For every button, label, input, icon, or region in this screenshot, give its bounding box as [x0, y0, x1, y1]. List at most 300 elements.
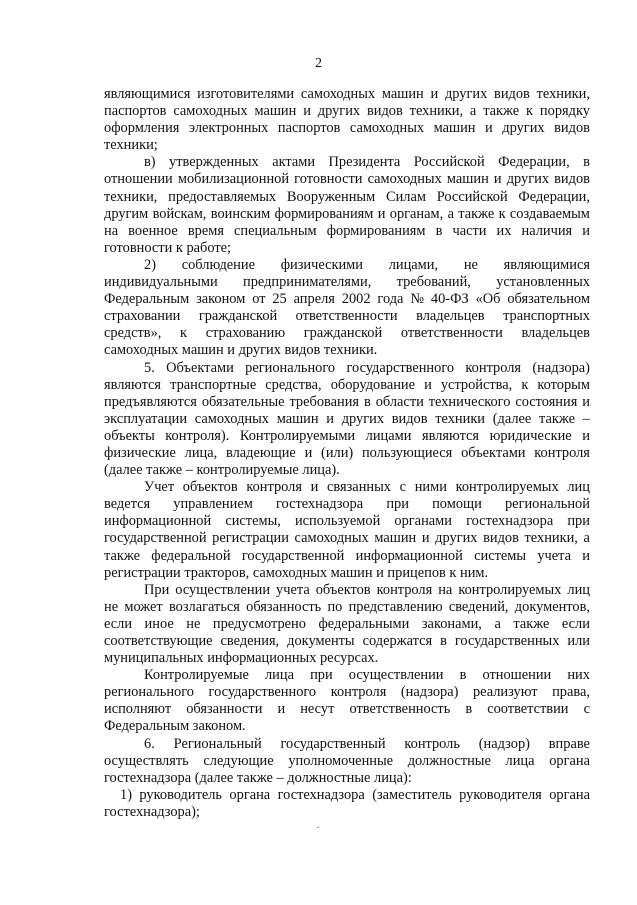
word: других [317, 103, 361, 120]
word: и [277, 701, 286, 718]
word: 5. [144, 359, 155, 376]
text-line [104, 394, 590, 411]
text-line [104, 291, 590, 308]
word: машин [374, 530, 417, 547]
text-line [104, 548, 590, 565]
word: них [567, 667, 590, 684]
word: 6. [144, 735, 155, 752]
word: в [465, 701, 473, 718]
word: соответствии [487, 701, 569, 718]
text-line [104, 103, 590, 120]
word: года [377, 291, 404, 308]
word: и [326, 410, 334, 427]
text-line [104, 171, 590, 188]
word: – [582, 410, 590, 427]
word: видов [554, 171, 590, 188]
word: юридические [489, 427, 572, 444]
word: других [341, 410, 385, 427]
word: к [526, 103, 534, 120]
word: может [124, 598, 163, 615]
word: регистрации [212, 530, 289, 547]
word: части [452, 222, 487, 239]
word: видов [554, 120, 590, 137]
paragraph-item-2 [104, 257, 590, 360]
word: (далее [492, 410, 532, 427]
word: исполняют [104, 701, 172, 718]
word: контроля). [165, 427, 230, 444]
word: от [252, 291, 266, 308]
word: другим [104, 205, 149, 222]
word: лиц [567, 581, 590, 598]
word: при [567, 513, 590, 530]
word: в [363, 393, 371, 410]
word: в [440, 633, 447, 649]
text-line [104, 445, 590, 462]
word: формированиям [274, 205, 374, 222]
paragraph-accounting [104, 479, 590, 582]
word: эксплуатации [104, 410, 188, 427]
word: оформления [104, 120, 180, 137]
word: страхованию [205, 325, 286, 342]
word: объектов [315, 581, 371, 598]
text-line: гостехнадзора (далее также – должностные лица): [104, 769, 412, 786]
text-line [104, 633, 590, 650]
text-line [104, 787, 590, 804]
word: и [377, 205, 386, 222]
text-line [104, 530, 590, 547]
word: мобилизационной [177, 171, 290, 188]
text-line [104, 513, 590, 530]
word: требования [289, 393, 360, 410]
word: гостехнадзора [276, 496, 364, 513]
word: при [310, 667, 333, 684]
word: в) [144, 154, 156, 171]
word: Российской [436, 188, 508, 205]
word: (заместитель [372, 786, 452, 803]
word: утвержденных [169, 154, 259, 171]
text-line [104, 86, 590, 103]
word: других [444, 86, 488, 102]
word: Вооруженным [286, 188, 376, 205]
word: Региональный [173, 735, 262, 752]
word: лицами, [388, 256, 439, 273]
word: объектов [182, 479, 238, 496]
word: машин [433, 120, 476, 137]
word: сведения, [220, 633, 280, 649]
word: являющимися [104, 86, 191, 102]
word: контролируемых [455, 479, 559, 496]
document-body [104, 86, 590, 821]
word: осуществлять [104, 752, 189, 769]
word: документов, [514, 598, 590, 615]
paragraph-rights [104, 667, 590, 735]
text-line [104, 428, 590, 445]
word: владельцев [416, 308, 485, 325]
paragraph-obligations [104, 582, 590, 667]
word: федеральными [318, 615, 410, 632]
word: к [521, 376, 529, 393]
word: системы [474, 547, 527, 564]
word: лиц [567, 479, 590, 496]
text-line: готовности к работе; [104, 239, 232, 256]
word: гражданской [198, 308, 278, 325]
word: государственных [454, 633, 560, 649]
word: уполномоченные [288, 752, 394, 769]
word: системы, [225, 513, 281, 530]
word: гостехнадзора [277, 786, 365, 803]
page-number: 2 [315, 56, 322, 71]
text-line [104, 479, 590, 496]
word: контроля [376, 581, 433, 598]
word: используемой [294, 513, 381, 530]
word: соблюдение [181, 256, 255, 273]
word: учета [537, 547, 571, 564]
word: а [447, 205, 454, 222]
text-line [104, 753, 590, 770]
word: устройства, [440, 376, 513, 393]
word: и [310, 479, 319, 496]
word: Объектами [166, 359, 234, 376]
word: машин [381, 86, 424, 102]
word: законами, [421, 615, 482, 632]
paragraph-continuation [104, 86, 590, 154]
word: 2) [144, 256, 156, 273]
word: Учет [144, 479, 175, 496]
word: или [567, 633, 590, 649]
word: транспортных [503, 308, 590, 325]
word: Федерации, [518, 188, 590, 205]
text-line: техники; [104, 137, 158, 154]
word: лица [505, 752, 535, 769]
word: иное [144, 615, 174, 632]
text-line [104, 120, 590, 137]
text-line [104, 684, 590, 701]
word: на [438, 581, 453, 598]
text-line: самоходных машин и других видов техники. [104, 342, 378, 359]
word: а [494, 615, 501, 632]
text-line [104, 325, 590, 342]
word: изготовителями [197, 86, 295, 102]
word: предъявляются [104, 393, 197, 410]
word: органа [229, 786, 271, 803]
word: паспортов [104, 103, 167, 120]
word: должностные [407, 752, 491, 769]
word: видов [494, 86, 530, 102]
word: техники, [536, 86, 590, 102]
word: техники [435, 410, 486, 427]
text-line: муниципальных информационных ресурсах. [104, 650, 379, 667]
word: отношении [482, 667, 552, 684]
word: обязанности [186, 701, 263, 718]
word: области [375, 393, 424, 410]
word: транспортные [170, 376, 257, 393]
word: контролируемых [458, 581, 562, 598]
word: регионального [104, 684, 194, 701]
word: органам, [389, 205, 444, 222]
word: контроля [330, 684, 387, 701]
text-line [104, 223, 590, 240]
text-line [104, 616, 590, 633]
paragraph-section-5 [104, 360, 590, 480]
word: индивидуальными [104, 274, 218, 291]
word: объекты [104, 427, 155, 444]
word: при [386, 496, 409, 513]
word: документы [287, 633, 355, 649]
word: самоходных [300, 86, 376, 102]
word: видов [483, 530, 519, 547]
paragraph-item-v [104, 154, 590, 257]
word: При [144, 581, 170, 598]
word: самоходных [173, 103, 248, 120]
word: в [459, 667, 467, 684]
word: права, [552, 684, 590, 701]
word: (надзор) [478, 735, 530, 752]
text-line: гостехнадзора); [104, 803, 200, 820]
word: актами [272, 154, 316, 171]
word: паспортов [277, 120, 341, 137]
word: ними [414, 479, 447, 496]
word: владеющие [225, 444, 296, 461]
word: Силам [385, 188, 426, 205]
word: войскам, [152, 205, 207, 222]
word: отношении [104, 171, 173, 188]
word: в [583, 154, 590, 171]
word: руководитель [139, 786, 222, 803]
word: ведется [104, 496, 151, 513]
word: других [435, 530, 478, 547]
text-line [104, 411, 590, 428]
word: воинским [210, 205, 271, 222]
word: объектами [461, 444, 526, 461]
text-line [104, 154, 590, 171]
word: владельцев [521, 325, 590, 342]
word: также [539, 410, 575, 427]
text-line [104, 308, 590, 325]
word: самоходных [194, 410, 269, 427]
text-line: (далее также – контролируемые лица). [104, 462, 340, 479]
word: к [180, 325, 188, 342]
word: по [327, 598, 343, 615]
word: пользующиеся [361, 444, 453, 461]
word: органами [394, 513, 452, 530]
word: гражданской [303, 325, 383, 342]
word: время [187, 222, 224, 239]
text-line [104, 274, 590, 291]
word: оборудование [330, 376, 416, 393]
text-line: регистрации тракторов, самоходных машин и прицепов к ним. [104, 564, 489, 581]
word: в [435, 222, 443, 239]
word: (или) [321, 444, 354, 461]
word: № [410, 291, 425, 308]
word: предусмотрено [212, 615, 306, 632]
text-line [104, 257, 590, 274]
word: связанных [327, 479, 391, 496]
word: видов [391, 410, 428, 427]
word: если [104, 615, 133, 632]
word: формированиям [326, 222, 426, 239]
word: реализуют [472, 684, 538, 701]
word: органа [549, 752, 590, 769]
word: Президента [328, 154, 401, 171]
text-line [104, 360, 590, 377]
word: апреля [293, 291, 335, 308]
word: гостехнадзора [466, 513, 554, 530]
word: обязанность [246, 598, 322, 615]
word: 40-ФЗ [430, 291, 469, 308]
word: 25 [272, 291, 287, 308]
word: возлагаться [168, 598, 240, 615]
word: контроль [404, 735, 460, 752]
word: содержатся [362, 633, 433, 649]
word: Российской [413, 154, 485, 171]
word: также [458, 205, 495, 222]
word: обязательном [507, 291, 590, 308]
word: представлению [348, 598, 443, 615]
word: (надзора) [400, 684, 459, 701]
word: и [582, 547, 590, 564]
word: несут [300, 701, 335, 718]
word: являются [104, 376, 162, 393]
word: машин [276, 410, 319, 427]
word: контроля [465, 359, 522, 376]
word: готовности [294, 171, 363, 188]
word: Федеральным [104, 291, 190, 308]
word: предпринимателями, [243, 274, 372, 291]
word: других [506, 171, 550, 188]
word: техники, [524, 530, 578, 547]
word: контроля [246, 479, 302, 496]
word: следующие [203, 752, 274, 769]
word: на [104, 222, 119, 239]
word: обязательные [201, 393, 285, 410]
word: региональной [504, 496, 590, 513]
word: (надзора) [532, 359, 590, 376]
word: электронных [188, 120, 269, 137]
word: также [483, 103, 520, 120]
word: к [498, 205, 506, 222]
word: и [304, 444, 313, 461]
word: государственной [241, 547, 345, 564]
word: информационной [355, 547, 463, 564]
word: органа [549, 786, 590, 803]
word: и [582, 393, 590, 410]
word: 1) [120, 786, 132, 803]
word: руководителя [459, 786, 542, 803]
word: государственной [104, 530, 207, 547]
text-line [104, 496, 590, 513]
word: ответственности [400, 325, 503, 342]
word: военное [128, 222, 178, 239]
word: являющимися [503, 256, 590, 273]
text-line: Федеральным законом. [104, 718, 246, 735]
text-line [104, 206, 590, 223]
text-line [104, 736, 590, 753]
word: машин [254, 103, 297, 120]
word: с [399, 479, 407, 496]
word: Контролируемые [144, 667, 249, 684]
word: являются [421, 427, 480, 444]
word: самоходных [294, 530, 369, 547]
word: государственного [346, 359, 455, 376]
word: сведений, [448, 598, 509, 615]
word: ответственность [349, 701, 451, 718]
word: средства, [265, 376, 322, 393]
word: предоставляемых [168, 188, 277, 205]
word: которым [537, 376, 590, 393]
word: федеральной [151, 547, 231, 564]
word: информационной [104, 513, 212, 530]
word: состояния [515, 393, 578, 410]
word: самоходных [349, 120, 425, 137]
text-line [104, 377, 590, 394]
word: соответствующие [104, 633, 213, 649]
word: управлением [173, 496, 253, 513]
word: контроля [534, 444, 590, 461]
word: государственный [280, 735, 386, 752]
word: физические [104, 444, 176, 461]
word: регионального [245, 359, 336, 376]
word: осуществлении [175, 581, 271, 598]
word: и [485, 120, 493, 137]
word: если [561, 615, 590, 632]
word: вправе [548, 735, 590, 752]
word: создаваемым [509, 205, 590, 222]
paragraph-item-1 [104, 787, 590, 821]
word: с [583, 701, 590, 718]
word: и [421, 530, 430, 547]
word: лицами [365, 427, 412, 444]
word: видов [366, 103, 403, 120]
word: Федерации, [498, 154, 570, 171]
word: и [493, 171, 502, 188]
word: не [104, 598, 119, 615]
word: также [513, 615, 550, 632]
word: осуществлении [348, 667, 444, 684]
word: лица, [184, 444, 218, 461]
word: специальным [234, 222, 317, 239]
word: а [469, 103, 477, 120]
scan-speck [317, 827, 319, 828]
word: ответственности [295, 308, 398, 325]
word: других [502, 120, 545, 137]
text-line [104, 667, 590, 684]
word: также [104, 547, 140, 564]
word: и [582, 222, 590, 239]
word: и [303, 103, 311, 120]
word: физическими [280, 256, 363, 273]
word: самоходных [367, 171, 442, 188]
word: техники, [104, 188, 158, 205]
word: лица [264, 667, 294, 684]
text-line [104, 599, 590, 616]
word: наличия [521, 222, 573, 239]
word: не [186, 615, 201, 632]
word: машин [446, 171, 489, 188]
word: законом [196, 291, 246, 308]
text-line [104, 582, 590, 599]
word: и [582, 427, 590, 444]
word: государственного [208, 684, 317, 701]
word: Контролируемыми [239, 427, 356, 444]
word: и [424, 376, 432, 393]
paragraph-section-6 [104, 736, 590, 787]
text-line [104, 189, 590, 206]
word: «Об [475, 291, 501, 308]
word: технического [428, 393, 511, 410]
word: 2002 [341, 291, 371, 308]
word: техники, [409, 103, 464, 120]
word: их [496, 222, 512, 239]
